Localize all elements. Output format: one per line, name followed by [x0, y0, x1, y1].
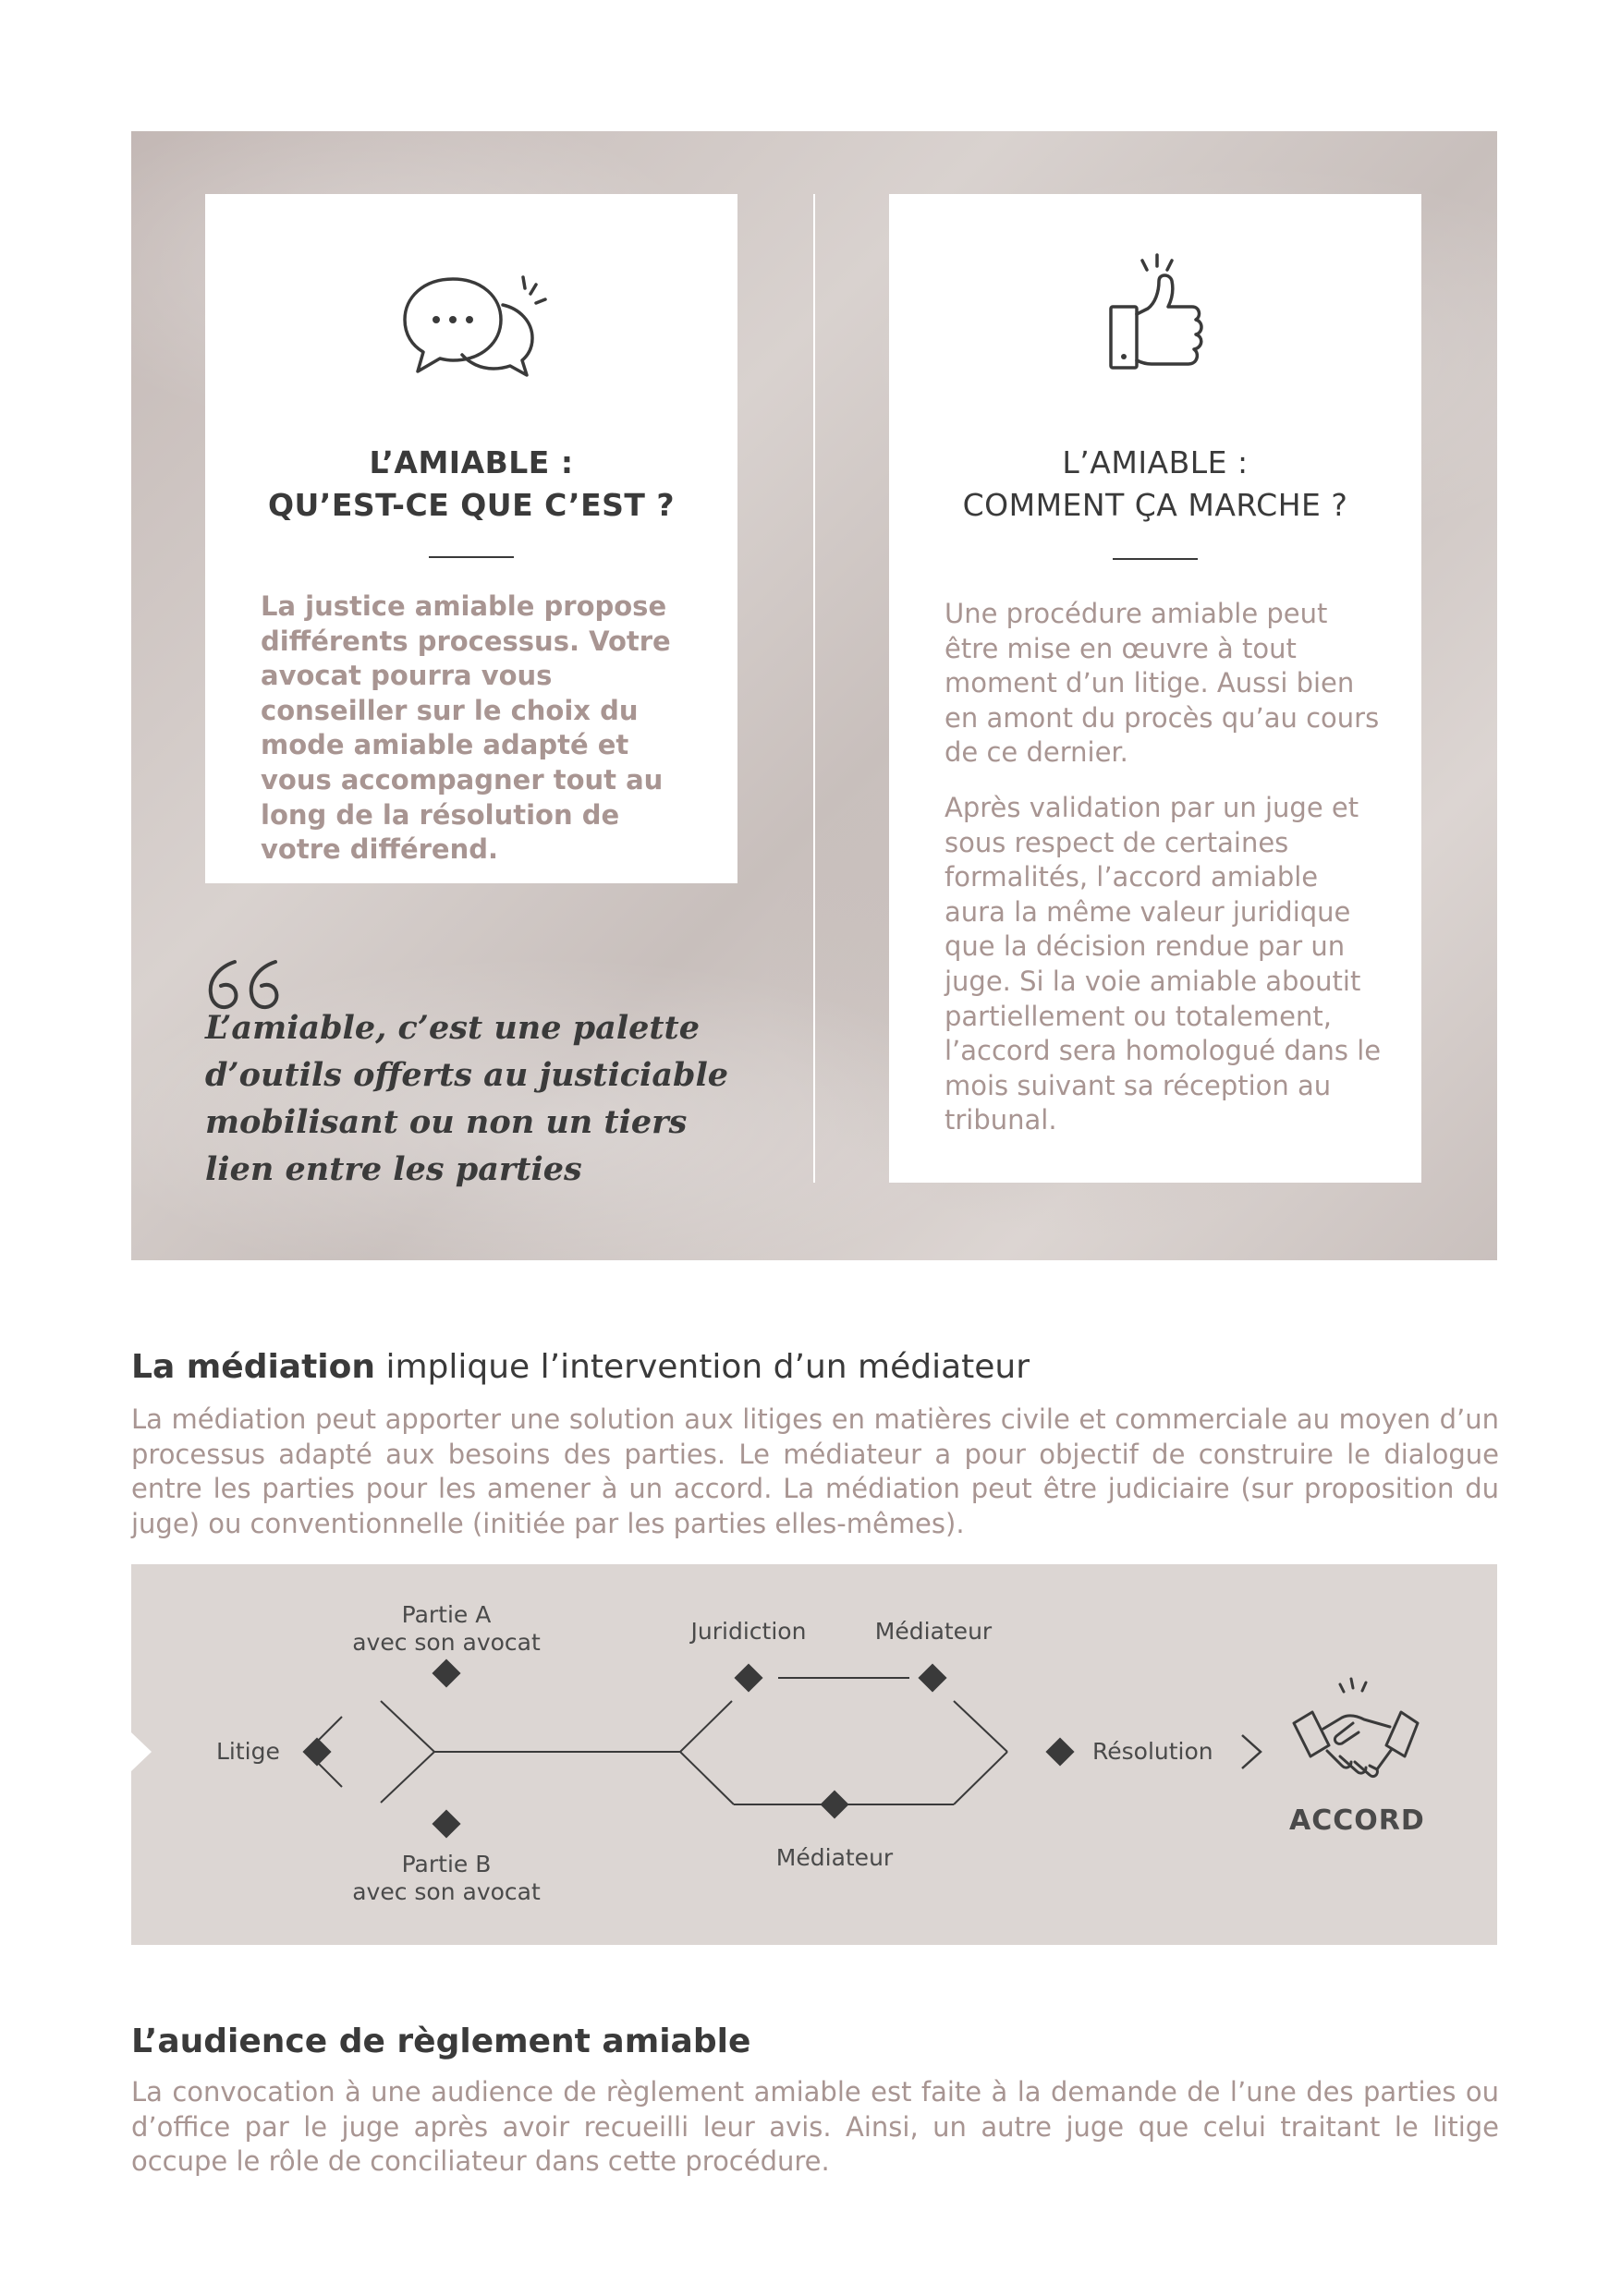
label-resolution: Résolution — [1092, 1738, 1213, 1765]
card-left-body-text: La justice amiable propose différents processus. Votre avocat pourra vous conseiller sur le choix du mode amiable adapté et vous accompagner tout au long de la résolution de votre différend. — [261, 590, 671, 866]
card-left-body — [261, 589, 701, 888]
quote-text: L’amiable, c’est une palette d’outils offerts au justiciable mobilisant ou non un tiers lien entre les parties — [205, 1009, 729, 1188]
link-b-center — [381, 1752, 434, 1803]
mediation-title-rest: implique l’intervention d’un médiateur — [375, 1348, 1030, 1386]
node-resolution — [1045, 1737, 1074, 1766]
label-partie-b — [340, 1851, 553, 1906]
link-bottom-left — [680, 1752, 734, 1804]
hero-section — [131, 131, 1497, 1260]
node-mediateur-bottom — [820, 1790, 848, 1818]
mediation-title-bold: La médiation — [131, 1348, 376, 1386]
hero-divider — [813, 194, 815, 1183]
mediation-title — [131, 1345, 1499, 1390]
diagram-lines — [131, 1564, 1497, 1945]
card-right-rule — [1113, 558, 1198, 560]
label-partie-a-line2: avec son avocat — [352, 1629, 541, 1656]
mediation-diagram — [131, 1564, 1497, 1945]
card-right-body-p1: Une procédure amiable peut être mise en œuvre à tout moment d’un litige. Aussi bien en amont du procès qu’au cours de ce dernier. — [945, 598, 1380, 769]
thumbs-up-icon — [889, 249, 1421, 379]
card-left-title-line2: QU’EST-CE QUE C’EST ? — [267, 487, 676, 523]
label-mediateur-bottom: Médiateur — [775, 1844, 894, 1871]
label-litige: Litige — [216, 1738, 280, 1765]
audience-body: La convocation à une audience de règlement amiable est faite à la demande de l’une des parties ou d’office par le juge après avoir recueilli leur avis. Ainsi, un autre juge que celui traitant le litige occupe le rôle de conciliateur dans cette procédure. — [131, 2076, 1499, 2177]
card-how-it-works — [889, 194, 1421, 1183]
card-right-title-line2: COMMENT ÇA MARCHE ? — [962, 487, 1348, 523]
card-right-title-line1: L’AMIABLE : — [1062, 444, 1249, 480]
card-left-title-line1: L’AMIABLE : — [369, 444, 574, 480]
label-partie-b-line1: Partie B — [401, 1851, 492, 1877]
mediation-body: La médiation peut apporter une solution aux litiges en matières civile et commerciale au moyen d’un processus adapté aux besoins des parties. Le médiateur a pour objectif de construire le dialogue entre les parties pour les amener à un accord. La médiation peut être judiciaire (sur proposition du juge) ou conventionnelle (initiée par les parties elles-mêmes). — [131, 1403, 1499, 1539]
label-mediateur-top: Médiateur — [874, 1618, 993, 1645]
link-bottom-right — [954, 1752, 1007, 1804]
link-mediateur-end — [954, 1701, 1007, 1752]
arrow-to-accord — [1242, 1735, 1261, 1768]
card-right-body-p2: Après validation par un juge et sous respect de certaines formalités, l’accord amiable aura la même valeur juridique que la décision rendue par un juge. Si la voie amiable aboutit partiellement ou totalement, l’accord sera homologué dans le mois suivant sa réception au tribunal. — [945, 791, 1382, 1136]
label-juridiction: Juridiction — [690, 1618, 807, 1645]
card-left-rule — [429, 556, 514, 558]
card-left-title — [205, 442, 737, 527]
link-juridiction — [680, 1701, 732, 1752]
label-accord: ACCORD — [1289, 1804, 1425, 1837]
card-what-is-it — [205, 194, 737, 883]
node-partie-a — [432, 1658, 460, 1687]
speech-bubbles-icon — [205, 257, 737, 386]
audience-title: L’audience de règlement amiable — [131, 2023, 751, 2060]
label-partie-b-line2: avec son avocat — [352, 1878, 541, 1905]
node-litige — [302, 1737, 331, 1766]
label-partie-a-line1: Partie A — [401, 1601, 492, 1628]
node-mediateur-top — [918, 1663, 946, 1692]
link-a-center — [381, 1701, 434, 1752]
card-right-title — [889, 442, 1421, 527]
handshake-icon — [1294, 1679, 1418, 1777]
label-partie-a — [340, 1601, 553, 1657]
diagram-notch — [131, 1732, 152, 1771]
node-juridiction — [734, 1663, 762, 1692]
card-right-body — [945, 597, 1384, 1159]
node-partie-b — [432, 1809, 460, 1838]
